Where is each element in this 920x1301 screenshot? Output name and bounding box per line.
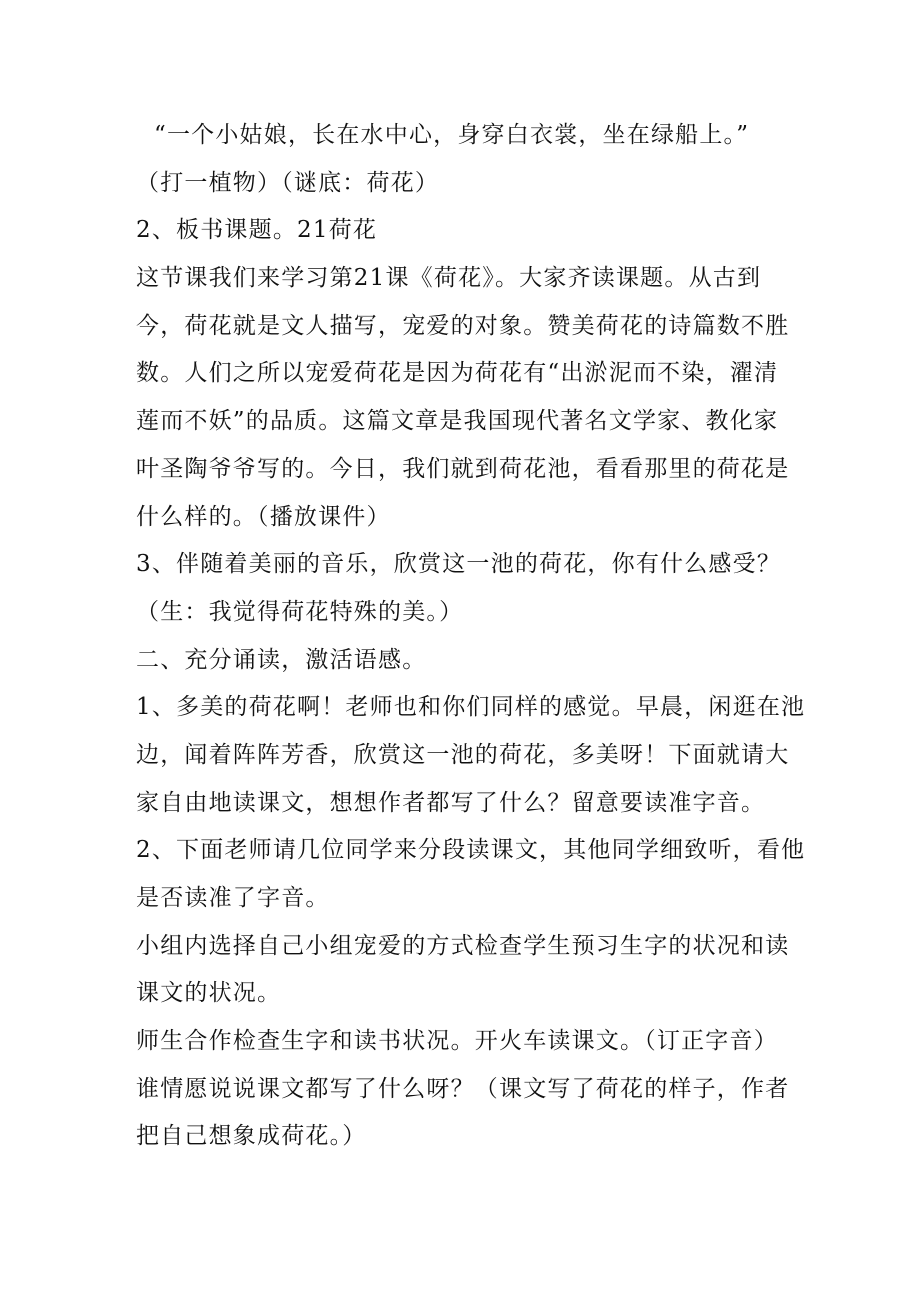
text-line: 家自由地读课文，想想作者都写了什么？留意要读准字音。 xyxy=(136,789,766,816)
text-line: 莲而不妖”的品质。这篇文章是我国现代著名文学家、教化家 xyxy=(136,408,779,435)
text-line: 2、板书课题。21荷花 xyxy=(136,217,378,244)
text-line: 是否读准了字音。 xyxy=(136,885,330,911)
text-line: （生：我觉得荷花特殊的美。） xyxy=(136,598,464,625)
text-line: 谁情愿说说课文都写了什么呀？（课文写了荷花的样子，作者 xyxy=(136,1075,790,1102)
text-line: 什么样的。（播放课件） xyxy=(136,503,391,530)
text-line: 师生合作检查生字和读书状况。开火车读课文。（订正字音） xyxy=(136,1028,778,1055)
text-line: （打一植物）（谜底：荷花） xyxy=(136,169,440,196)
text-line: 把自己想象成荷花。） xyxy=(136,1123,367,1150)
text-line: 这节课我们来学习第21课《荷花》。大家齐读课题。从古到 xyxy=(136,265,762,292)
text-line: 边，闻着阵阵芳香，欣赏这一池的荷花，多美呀！下面就请大 xyxy=(136,741,790,768)
text-line: 小组内选择自己小组宠爱的方式检查学生预习生字的状况和读 xyxy=(136,932,790,959)
text-line: 3、伴随着美丽的音乐，欣赏这一池的荷花，你有什么感受？ xyxy=(136,551,782,578)
text-line: “一个小姑娘，长在水中心，身穿白衣裳，坐在绿船上。” xyxy=(154,122,750,148)
text-line: 课文的状况。 xyxy=(136,980,282,1007)
text-line: 今，荷花就是文人描写，宠爱的对象。赞美荷花的诗篇数不胜 xyxy=(136,312,790,339)
text-line: 数。人们之所以宠爱荷花是因为荷花有“出淤泥而不染，濯清 xyxy=(136,360,779,387)
text-line: 二、充分诵读，激活语感。 xyxy=(136,646,427,673)
text-line: 叶圣陶爷爷写的。今日，我们就到荷花池，看看那里的荷花是 xyxy=(136,455,790,482)
text-line: 1、多美的荷花啊！老师也和你们同样的感觉。早晨，闲逛在池 xyxy=(136,694,806,721)
document-body xyxy=(136,112,806,1161)
text-line: 2、下面老师请几位同学来分段读课文，其他同学细致听，看他 xyxy=(136,837,806,864)
